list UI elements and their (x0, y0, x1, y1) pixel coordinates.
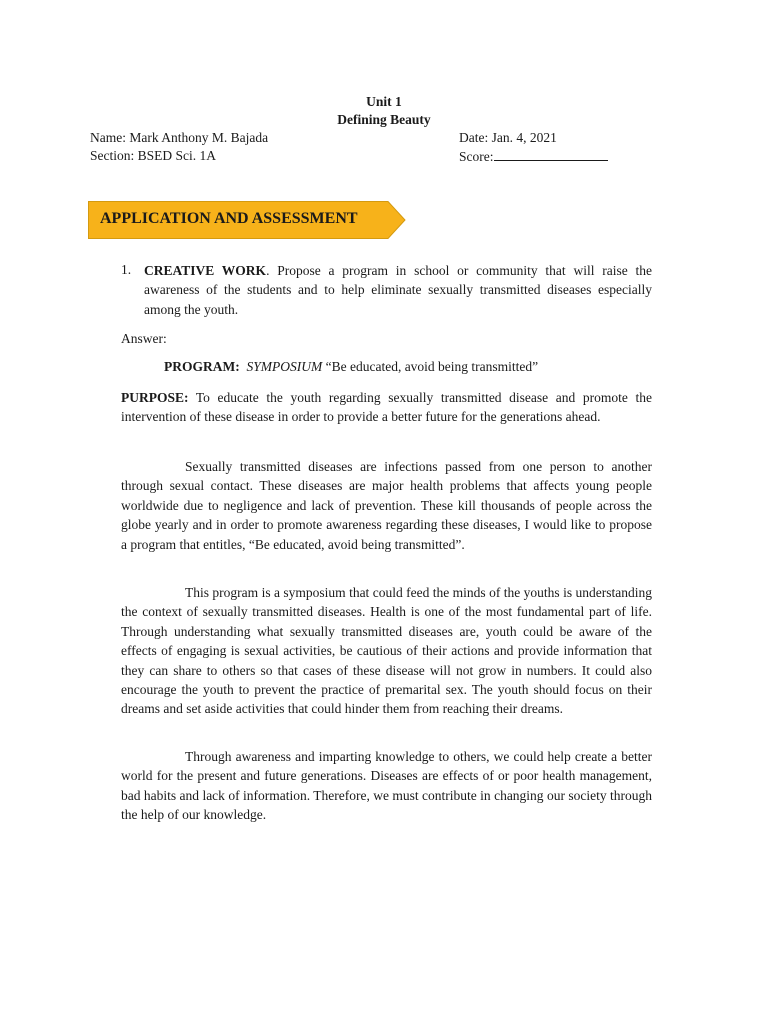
program-line (164, 359, 538, 375)
program-name: SYMPOSIUM (246, 359, 323, 374)
program-tagline: “Be educated, avoid being transmitted” (322, 359, 539, 374)
student-name: Name: Mark Anthony M. Bajada (90, 130, 269, 145)
score-blank-line (494, 148, 608, 161)
body-paragraph-text: This program is a symposium that could feed the minds of the youths is understanding the context of sexually transmitted diseases. Health is one of the most fundamental part of life. Through understanding what sexually transmitted diseases are, youth could be aware of the effects of engaging is sexual activities, be cautious of their actions and provide information that they can share to others so that cases of these disease will not grow in numbers. It could also encourage the youth to prevent the practice of premarital sex. The youth should focus on their dreams and set aside activities that could hinder them from reaching their dreams. (121, 585, 652, 717)
body-paragraph (121, 457, 652, 554)
answer-label: Answer: (121, 331, 167, 346)
score-label: Score: (459, 149, 494, 164)
body-paragraph-text: Through awareness and imparting knowledge to others, we could help create a better world for the present and future generations. Diseases are effects of or poor health management, bad habits and lack of information. Therefore, we must contribute in changing our society through the help of our knowledge. (121, 749, 652, 823)
page-title: Defining Beauty (337, 112, 431, 127)
body-paragraph-text: Sexually transmitted diseases are infections passed from one person to another through sexual contact. These diseases are major health problems that affects young people worldwide due to negligence and lack of prevention. These kill thousands of people across the globe yearly and in order to promote awareness regarding these diseases, I would like to propose a program that entitles, “Be educated, avoid being transmitted”. (121, 459, 652, 552)
banner-label: APPLICATION AND ASSESSMENT (100, 210, 358, 227)
body-paragraph (121, 583, 652, 719)
student-section: Section: BSED Sci. 1A (90, 148, 217, 163)
date-field: Date: Jan. 4, 2021 (459, 130, 557, 145)
unit-heading: Unit 1 (366, 94, 402, 109)
item-heading: CREATIVE WORK (144, 263, 267, 278)
section-banner (88, 201, 406, 239)
body-paragraph (121, 747, 652, 825)
item-number: 1. (121, 262, 132, 277)
program-label: PROGRAM: (164, 359, 240, 374)
purpose-paragraph (121, 388, 652, 427)
purpose-text: To educate the youth regarding sexually transmitted disease and promote the intervention of these disease in order to provide a better future for the generations ahead. (121, 390, 652, 425)
purpose-label: PURPOSE: (121, 390, 189, 405)
score-field (459, 148, 608, 165)
item-prompt (144, 261, 652, 319)
item-text: . Propose a program in school or community that will raise the awareness of the students and to help eliminate sexually transmitted diseases especially among the youth. (144, 263, 652, 317)
